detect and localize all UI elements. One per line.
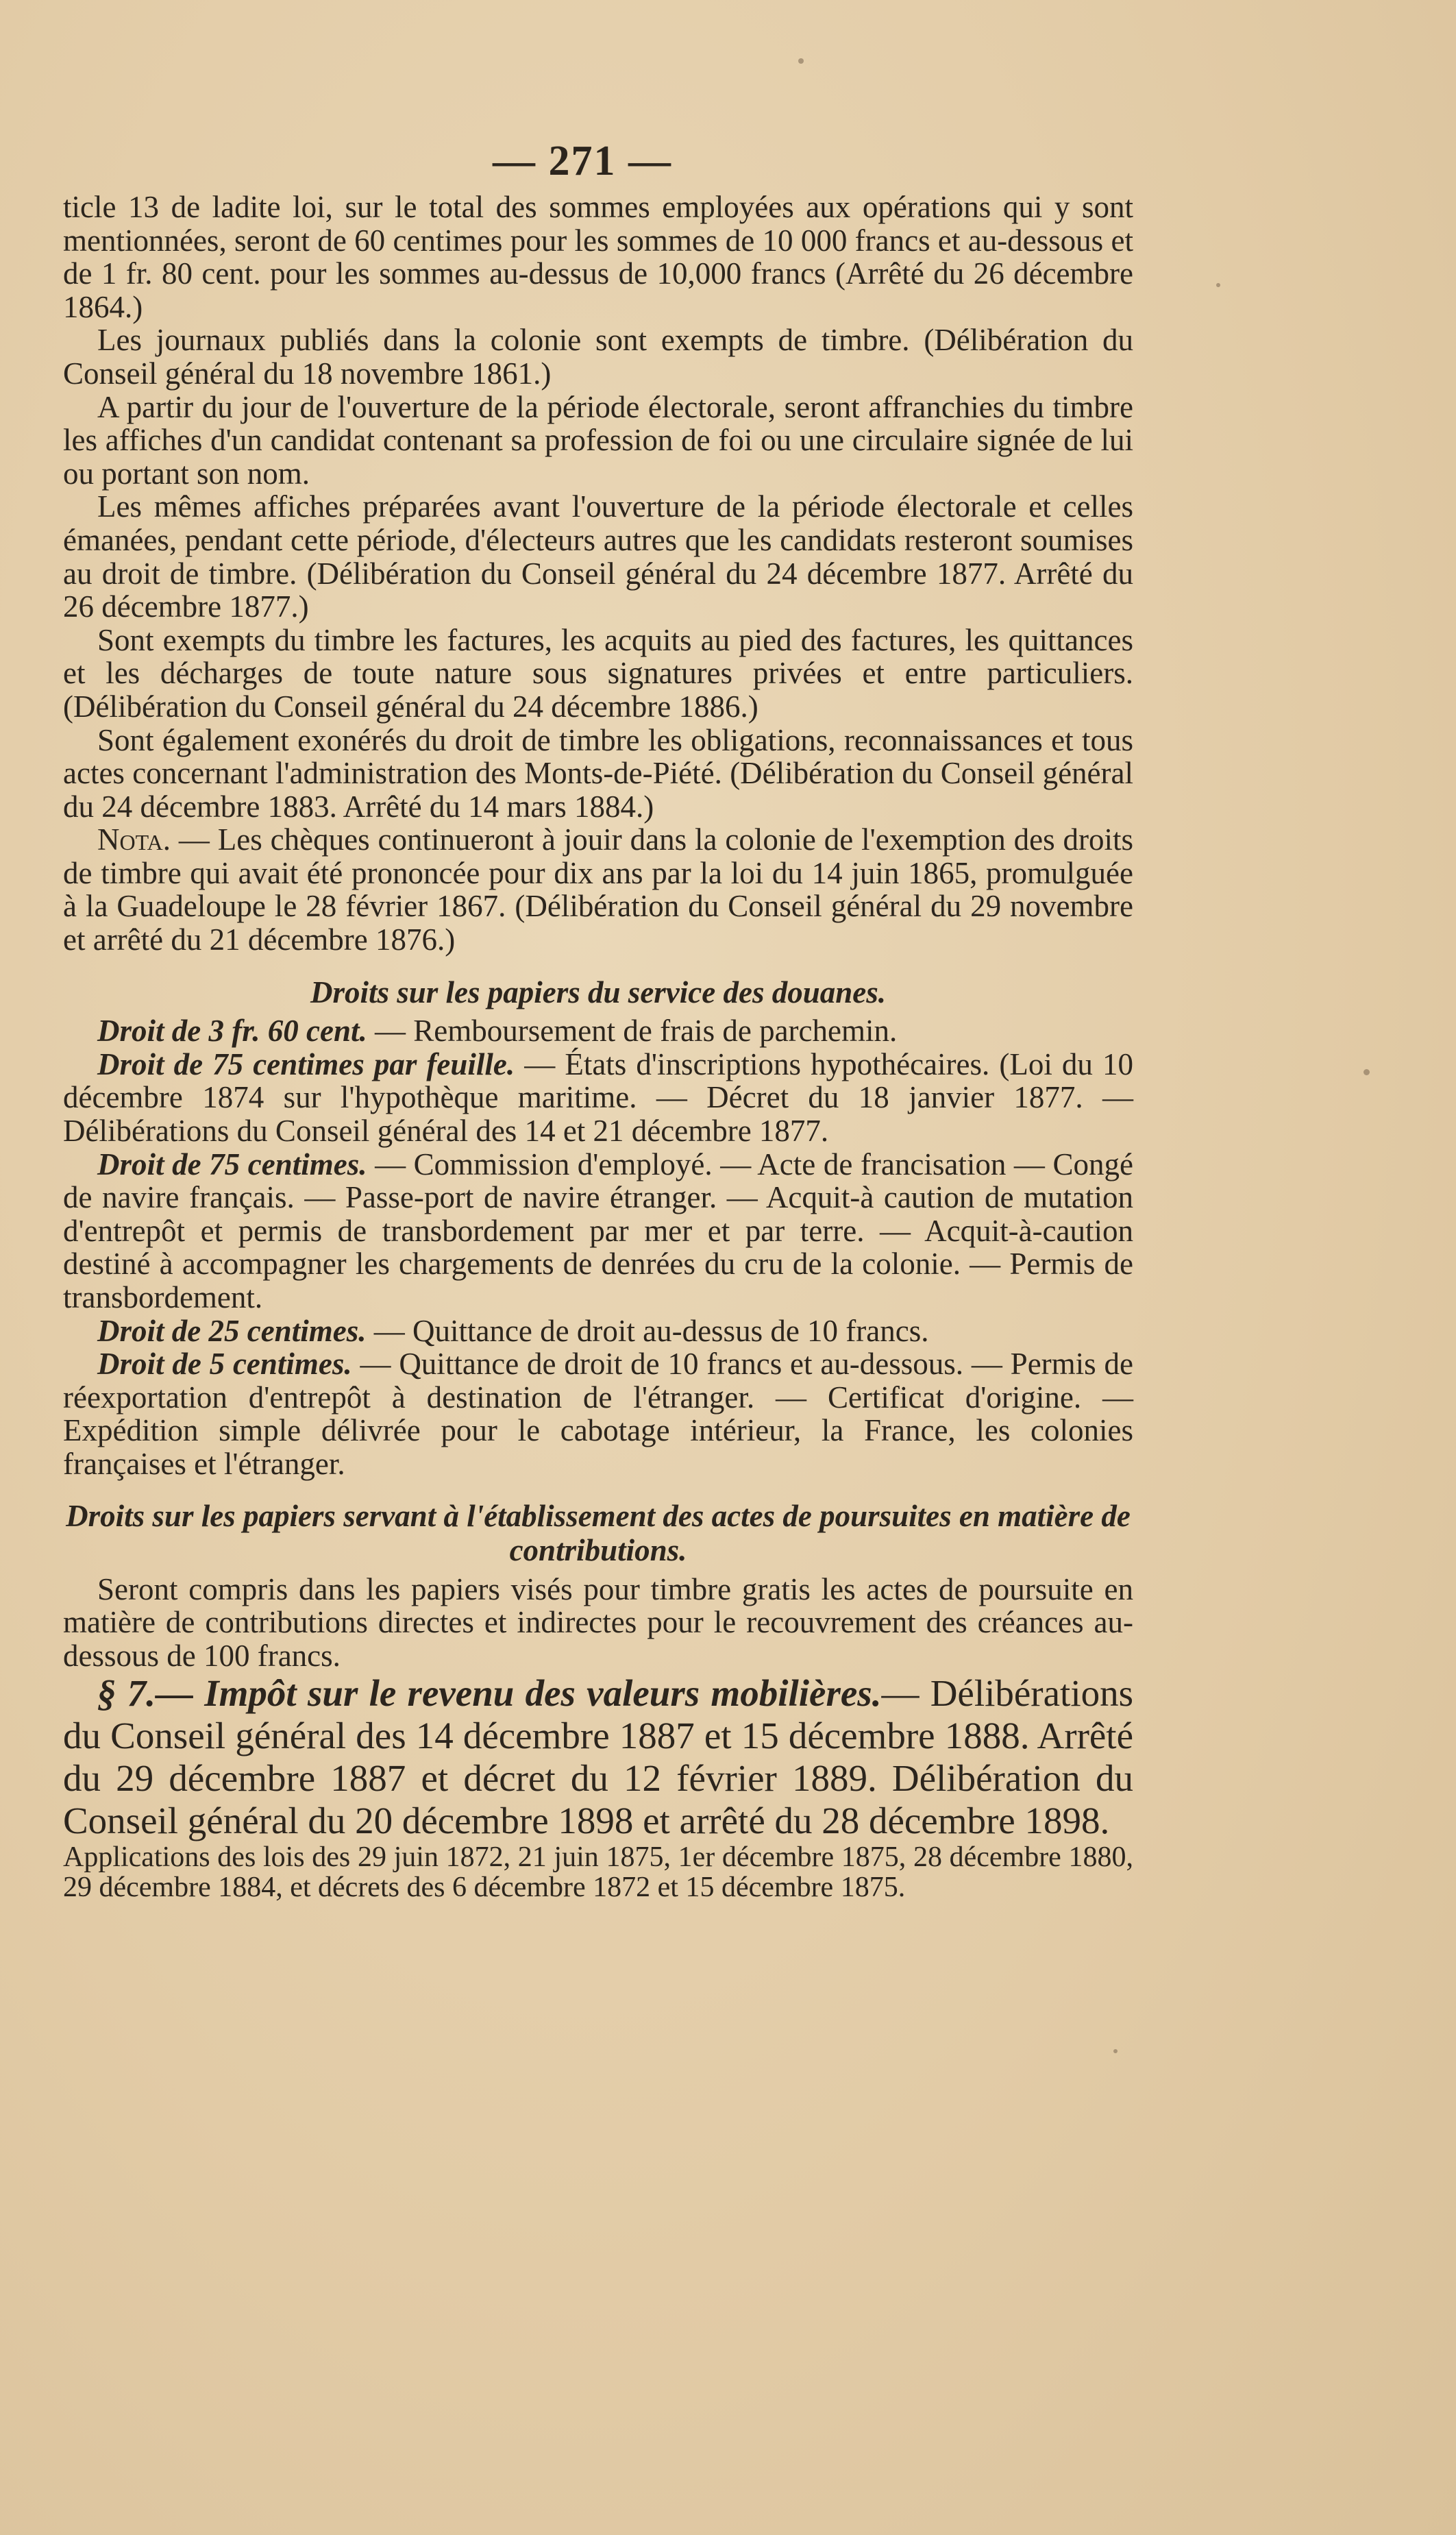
douanes-item-3-text: — Commission d'employé. — Acte de francisation — Congé de navire français. — Passe-port de navire étranger. — Acquit-à caution de mutation d'entrepôt et permis de transbordement par mer et par terre. — Acquit-à-caution destiné à accompagner les chargements de denrées du cru de la colonie. — Permis de transbordement. xyxy=(63,1147,1133,1314)
douanes-item-4 xyxy=(63,1314,1133,1348)
paper-speck xyxy=(1216,283,1220,287)
douanes-item-2-label: Droit de 75 centimes par feuille. xyxy=(97,1046,515,1081)
douanes-item-2 xyxy=(63,1048,1133,1148)
paragraph-journaux: Les journaux publiés dans la colonie sont exempts de timbre. (Délibération du Conseil général du 18 novembre 1861.) xyxy=(63,323,1133,391)
section-7-text: — Délibérations du Conseil général des 14 décembre 1887 et 15 décembre 1888. Arrêté du 29 décembre 1887 et décret du 12 février 1889. Délibération du Conseil général du 20 décembre 1898 et arrêté du 28 décembre 1898. xyxy=(63,1672,1133,1842)
paragraph-affiches-candidat: A partir du jour de l'ouverture de la période électorale, seront affranchies du timbre les affiches d'un candidat contenant sa profession de foi ou une circulaire signée de lui ou portant son nom. xyxy=(63,389,1133,491)
page-number: — 271 — xyxy=(493,138,672,184)
douanes-item-5-label: Droit de 5 centimes. xyxy=(97,1347,352,1382)
douanes-item-5 xyxy=(63,1347,1133,1480)
paper-speck xyxy=(1113,2049,1118,2053)
douanes-item-3 xyxy=(63,1148,1133,1314)
heading-douanes: Droits sur les papiers du service des douanes. xyxy=(310,975,887,1009)
section-7-title: § 7.— Impôt sur le revenu des valeurs mobilières. xyxy=(97,1672,882,1715)
douanes-item-1-text: — Remboursement de frais de parchemin. xyxy=(367,1014,898,1049)
douanes-item-1-label: Droit de 3 fr. 60 cent. xyxy=(97,1014,367,1049)
douanes-item-4-label: Droit de 25 centimes. xyxy=(97,1313,367,1348)
paragraph-poursuites: Seront compris dans les papiers visés pour timbre gratis les actes de poursuite en matière de contributions directes et indirectes pour le recouvrement des créances au-dessous de 100 francs. xyxy=(63,1571,1133,1673)
douanes-item-2-text: — États d'inscriptions hypothécaires. (Loi du 10 décembre 1874 sur l'hypothèque maritime. — Décret du 18 janvier 1877. — Délibérations du Conseil général des 14 et 21 décembre 1877. xyxy=(63,1046,1134,1149)
nota-text: — Les chèques continueront à jouir dans la colonie de l'exemption des droits de timbre qui avait été prononcée pour dix ans par la loi du 14 juin 1865, promulguée à la Guadeloupe le 28 février 1867. (Délibération du Conseil général du 29 novembre et arrêté du 21 décembre 1876.) xyxy=(63,822,1133,957)
paragraph-continuation: ticle 13 de ladite loi, sur le total des sommes employées aux opérations qui y sont mentionnées, seront de 60 centimes pour les sommes de 10 000 francs et au-dessous et de 1 fr. 80 cent. pour les sommes au-dessus de 10,000 francs (Arrêté du 26 décembre 1864.) xyxy=(63,190,1133,324)
douanes-item-3-label: Droit de 75 centimes. xyxy=(97,1147,367,1181)
douanes-item-5-text: — Quittance de droit de 10 francs et au-dessous. — Permis de réexportation d'entrepôt à destination de l'étranger. — Certificat d'origine. — Expédition simple délivrée pour le cabotage intérieur, la France, les colonies françaises et l'étranger. xyxy=(63,1347,1133,1481)
paragraph-factures: Sont exempts du timbre les factures, les acquits au pied des factures, les quittances et les décharges de toute nature sous signatures privées et entre particuliers. (Délibération du Conseil général du 24 décembre 1886.) xyxy=(63,622,1133,724)
nota-label: Nota. xyxy=(97,822,171,857)
section-7 xyxy=(63,1672,1133,1842)
footnote: Applications des lois des 29 juin 1872, 21 juin 1875, 1er décembre 1875, 28 décembre 1880, 29 décembre 1884, et décrets des 6 décembre 1872 et 15 décembre 1875. xyxy=(63,1841,1133,1904)
paragraph-affiches-electeurs: Les mêmes affiches préparées avant l'ouverture de la période électorale et celles émanées, pendant cette période, d'électeurs autres que les candidats resteront soumises au droit de timbre. (Délibération du Conseil général du 24 décembre 1877. Arrêté du 26 décembre 1877.) xyxy=(63,489,1133,624)
paragraph-nota xyxy=(63,823,1133,956)
paragraph-monts-de-piete: Sont également exonérés du droit de timbre les obligations, reconnaissances et tous actes concernant l'administration des Monts-de-Piété. (Délibération du Conseil général du 24 décembre 1883. Arrêté du 14 mars 1884.) xyxy=(63,722,1133,824)
douanes-item-4-text: — Quittance de droit au-dessus de 10 francs. xyxy=(366,1313,929,1348)
paper-speck xyxy=(1364,1069,1370,1075)
paper-speck xyxy=(798,58,804,64)
douanes-item-1 xyxy=(63,1014,1133,1048)
heading-poursuites: Droits sur les papiers servant à l'établissement des actes de poursuites en matière de contributions. xyxy=(66,1498,1131,1567)
page-body xyxy=(63,191,1133,1902)
